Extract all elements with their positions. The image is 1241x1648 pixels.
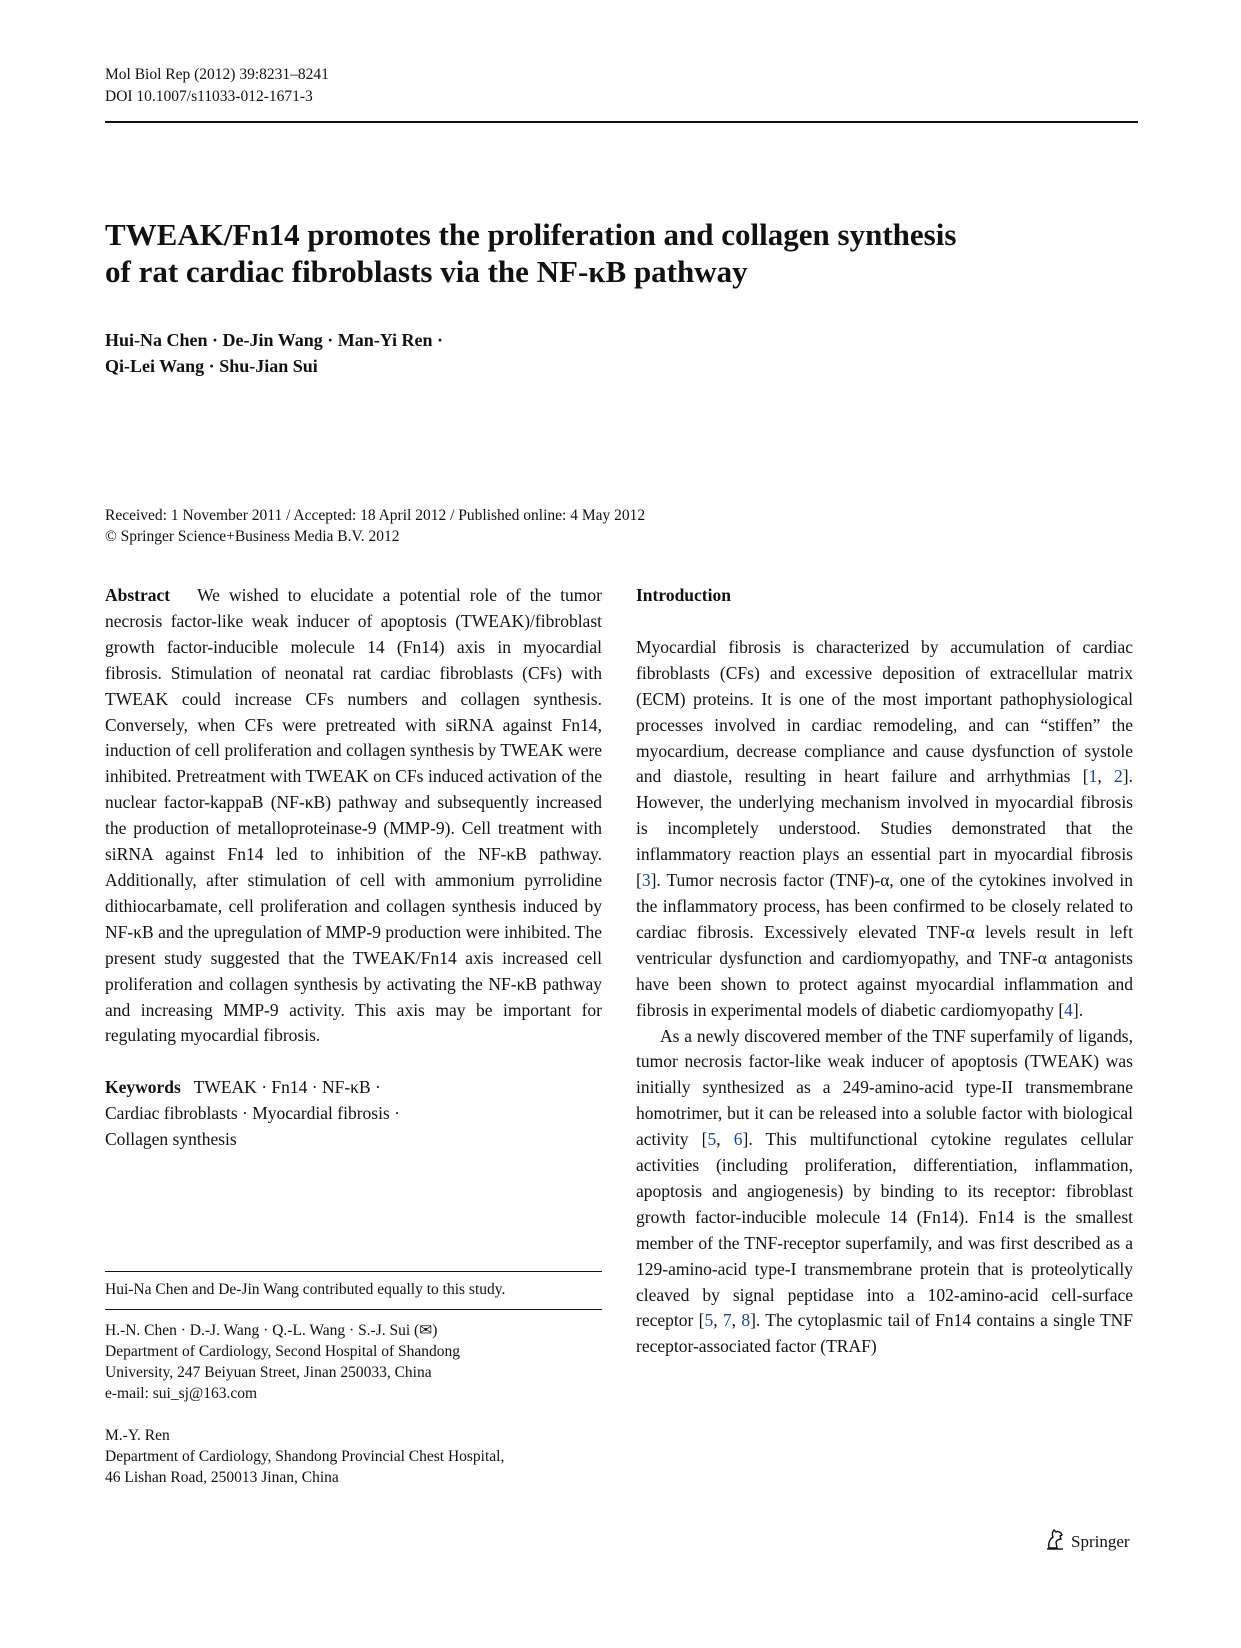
keywords [105, 1075, 435, 1153]
dates-line: Received: 1 November 2011 / Accepted: 18 April 2012 / Published online: 4 May 2012 [105, 507, 646, 524]
authors-line-1: Hui-Na Chen · De-Jin Wang · Man-Yi Ren · [105, 330, 444, 350]
doi: DOI 10.1007/s11033-012-1671-3 [105, 88, 313, 105]
article-title [105, 216, 1105, 290]
intro-text: Myocardial fibrosis is characterized by accumulation of cardiac fibroblasts (CFs) and excessive deposition of extracellular matrix (ECM) proteins. It is one of the most important pathophysiological processes involved in cardiac remodeling, and can “stiffen” the myocardium, decrease compliance and cause dysfunction of systole and diastole, resulting in heart failure and arrhythmias [ [636, 636, 1133, 787]
copyright-line: © Springer Science+Business Media B.V. 2012 [105, 528, 400, 545]
citation-link[interactable]: 2 [1114, 766, 1123, 787]
affiliation-2-name: M.-Y. Ren [105, 1427, 170, 1444]
affiliation-2-line-1: Department of Cardiology, Shandong Provincial Chest Hospital, [105, 1448, 505, 1465]
intro-text: ]. Tumor necrosis factor (TNF)-α, one of the cytokines involved in the inflammatory process, has been confirmed to be closely related to cardiac fibrosis. Excessively elevated TNF-α levels result in left ventricular dysfunction and cardiomyopathy, and TNF-α antagonists have been shown to protect against myocardial inflammation and fibrosis in experimental models of diabetic cardiomyopathy [ [636, 870, 1133, 1020]
citation-separator: , [731, 1310, 742, 1331]
header-rule [105, 121, 1138, 123]
title-line-2: of rat cardiac fibroblasts via the NF-κB pathway [105, 254, 748, 289]
citation-link[interactable]: 1 [1088, 766, 1098, 787]
citation-link[interactable]: 7 [722, 1310, 732, 1331]
intro-text: ]. However, the underlying mechanism involved in myocardial fibrosis is incompletely understood. Studies demonstrated that the inflammatory reaction plays an essential part in myocardial fibrosis [ [636, 766, 1133, 891]
publication-dates [105, 505, 1005, 547]
journal-citation: Mol Biol Rep (2012) 39:8231–8241 [105, 66, 329, 83]
introduction-heading: Introduction [636, 585, 731, 605]
intro-text: ]. This multifunctional cytokine regulates cellular activities (including proliferation, differentiation, inflammation, apoptosis and angiogenesis) by binding to its receptor: fibroblast growth factor-inducible molecule 14 (Fn14). Fn14 is the smallest member of the TNF-receptor superfamily, and was first described as a 129-amino-acid type-I transmembrane protein that is proteolytically cleaved by signal peptidase into a 102-amino-acid cell-surface receptor [ [636, 1129, 1134, 1331]
citation-link[interactable]: 3 [641, 870, 651, 891]
title-line-1: TWEAK/Fn14 promotes the proliferation and collagen synthesis [105, 217, 957, 252]
citation-link[interactable]: 5 [704, 1310, 714, 1331]
abstract [105, 583, 602, 1049]
citation-separator: , [713, 1310, 723, 1331]
footnote-rule [105, 1309, 602, 1310]
keywords-text: TWEAK · Fn14 · NF-κB · Cardiac fibroblasts · Myocardial fibrosis · Collagen synthesis [105, 1077, 400, 1150]
affiliation-1-line-1: Department of Cardiology, Second Hospital of Shandong [105, 1343, 461, 1360]
affiliation-1 [105, 1320, 605, 1404]
affiliation-1-line-2: University, 247 Beiyuan Street, Jinan 250033, China [105, 1364, 432, 1381]
springer-horse-icon [1045, 1528, 1065, 1555]
abstract-text: We wished to elucidate a potential role of the tumor necrosis factor-like weak inducer of apoptosis (TWEAK)/fibroblast growth factor-inducible molecule 14 (Fn14) axis in myocardial fibrosis. Stimulation of neonatal rat cardiac fibroblasts (CFs) with TWEAK could increase CFs numbers and collagen synthesis. Conversely, when CFs were pretreated with siRNA against Fn14, induction of cell proliferation and collagen synthesis by TWEAK were inhibited. Pretreatment with TWEAK on CFs induced activation of the nuclear factor-kappaB (NF-κB) pathway and subsequently increased the production of metalloproteinase-9 (MMP-9). Cell treatment with siRNA against Fn14 led to inhibition of the NF-κB pathway. Additionally, after stimulation of cell with ammonium pyrrolidine dithiocarbamate, cell proliferation and collagen synthesis induced by NF-κB and the upregulation of MMP-9 production were inhibited. The present study suggested that the TWEAK/Fn14 axis increased cell proliferation and collagen synthesis by activating the NF-κB pathway and increasing MMP-9 activity. This axis may be important for regulating myocardial fibrosis. [105, 585, 602, 1046]
equal-contribution-note: Hui-Na Chen and De-Jin Wang contributed equally to this study. [105, 1281, 506, 1298]
authors-line-2: Qi-Lei Wang · Shu-Jian Sui [105, 356, 318, 376]
footnote-rule [105, 1271, 602, 1272]
introduction-paragraph-2 [636, 1024, 1133, 1361]
right-column [636, 583, 1133, 1360]
abstract-heading: Abstract [105, 585, 171, 605]
citation-link[interactable]: 8 [741, 1310, 751, 1331]
intro-text: ]. The cytoplasmic tail of Fn14 contains a single TNF receptor-associated factor (TRAF) [636, 1310, 1134, 1357]
intro-text: ]. [1072, 999, 1084, 1020]
publisher-logo [1045, 1528, 1130, 1555]
citation-separator: , [1097, 766, 1115, 787]
corresponding-email[interactable]: e-mail: sui_sj@163.com [105, 1385, 258, 1402]
intro-text: As a newly discovered member of the TNF superfamily of ligands, tumor necrosis factor-like weak inducer of apoptosis (TWEAK) was initially synthesized as a 249-amino-acid type-II transmembrane homotrimer, but it can be released into a soluble factor with biological activity [ [636, 1025, 1133, 1150]
citation-link[interactable]: 6 [733, 1129, 743, 1150]
affiliation-2-line-2: 46 Lishan Road, 250013 Jinan, China [105, 1469, 339, 1486]
citation-link[interactable]: 4 [1064, 999, 1073, 1020]
publisher-name: Springer [1071, 1531, 1130, 1551]
affiliation-1-names: H.-N. Chen · D.-J. Wang · Q.-L. Wang · S.-J. Sui (✉) [105, 1322, 438, 1339]
citation-link[interactable]: 5 [707, 1129, 717, 1150]
keywords-heading: Keywords [105, 1077, 181, 1098]
introduction-paragraph-1 [636, 635, 1133, 1024]
left-column [105, 583, 602, 1153]
citation-separator: , [716, 1129, 734, 1150]
affiliation-2 [105, 1425, 605, 1488]
author-list [105, 327, 905, 379]
